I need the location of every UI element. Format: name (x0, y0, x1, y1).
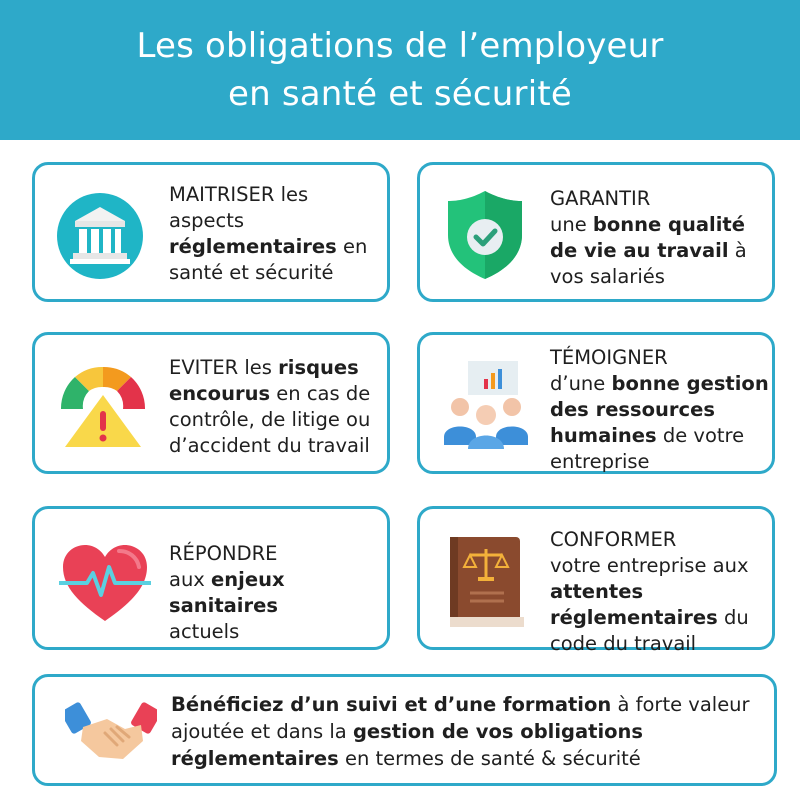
temoigner-keyword: TÉMOIGNER (550, 346, 668, 369)
maitriser-text: santé et sécurité (169, 261, 334, 284)
garantir-text: vos salariés (550, 265, 665, 288)
conformer-text: votre entreprise aux (550, 554, 749, 577)
garantir-keyword: GARANTIR (550, 187, 651, 210)
conformer-bold: attentes (550, 580, 644, 603)
card-garantir (417, 162, 775, 302)
repondre-keyword: RÉPONDRE (169, 542, 278, 565)
maitriser-keyword: MAITRISER (169, 183, 275, 206)
repondre-text: aux (169, 568, 212, 591)
eviter-keyword: EVITER les (169, 356, 279, 379)
conformer-text: du (717, 606, 749, 629)
card-benefit (32, 674, 777, 786)
garantir-bold: de vie au travail (550, 239, 729, 262)
temoigner-bold: bonne gestion (611, 372, 769, 395)
temoigner-text: de votre (656, 424, 745, 447)
temoigner-bold: humaines (550, 424, 657, 447)
garantir-bold: bonne qualité (592, 213, 745, 236)
eviter-bold: risques (278, 356, 359, 379)
conformer-bold: réglementaires (550, 606, 718, 629)
card-repondre (32, 506, 390, 650)
shield-check-icon (442, 187, 528, 283)
benefit-text: ajoutée et dans la (171, 720, 353, 743)
eviter-text: en cas de (270, 382, 371, 405)
benefit-bold: réglementaires (171, 747, 339, 770)
card-temoigner (417, 332, 775, 474)
repondre-bold: enjeux sanitaires (169, 568, 285, 617)
eviter-bold: encourus (169, 382, 271, 405)
benefit-text: en termes de santé & sécurité (338, 747, 641, 770)
header-title-line2: en santé et sécurité (227, 74, 573, 114)
card-eviter (32, 332, 390, 474)
law-book-icon (446, 533, 528, 631)
bank-building-icon (57, 193, 143, 279)
garantir-text: à (728, 239, 747, 262)
benefit-bold: Bénéficiez d’un suivi et d’une formation (171, 693, 612, 716)
eviter-text: d’accident du travail (169, 434, 370, 457)
maitriser-bold: réglementaires (169, 235, 337, 258)
benefit-bold: gestion de vos obligations (352, 720, 644, 743)
garantir-text: une (550, 213, 593, 236)
temoigner-text: d’une (550, 372, 612, 395)
repondre-text: actuels (169, 620, 240, 643)
header-banner (0, 0, 800, 140)
maitriser-text: les (274, 183, 309, 206)
eviter-text: contrôle, de litige ou (169, 408, 371, 431)
maitriser-text: en (336, 235, 368, 258)
heartbeat-icon (59, 541, 151, 625)
temoigner-bold: des ressources (550, 398, 715, 421)
handshake-icon (65, 699, 157, 765)
conformer-text: code du travail (550, 632, 697, 655)
header-title-line1: Les obligations de l’employeur (136, 26, 664, 66)
conformer-keyword: CONFORMER (550, 528, 677, 551)
risk-gauge-warning-icon (55, 359, 151, 451)
card-maitriser (32, 162, 390, 302)
temoigner-text: entreprise (550, 450, 650, 473)
card-conformer (417, 506, 775, 655)
team-presentation-icon (438, 357, 534, 453)
benefit-text: à forte valeur (611, 693, 750, 716)
maitriser-text: aspects (169, 209, 245, 232)
